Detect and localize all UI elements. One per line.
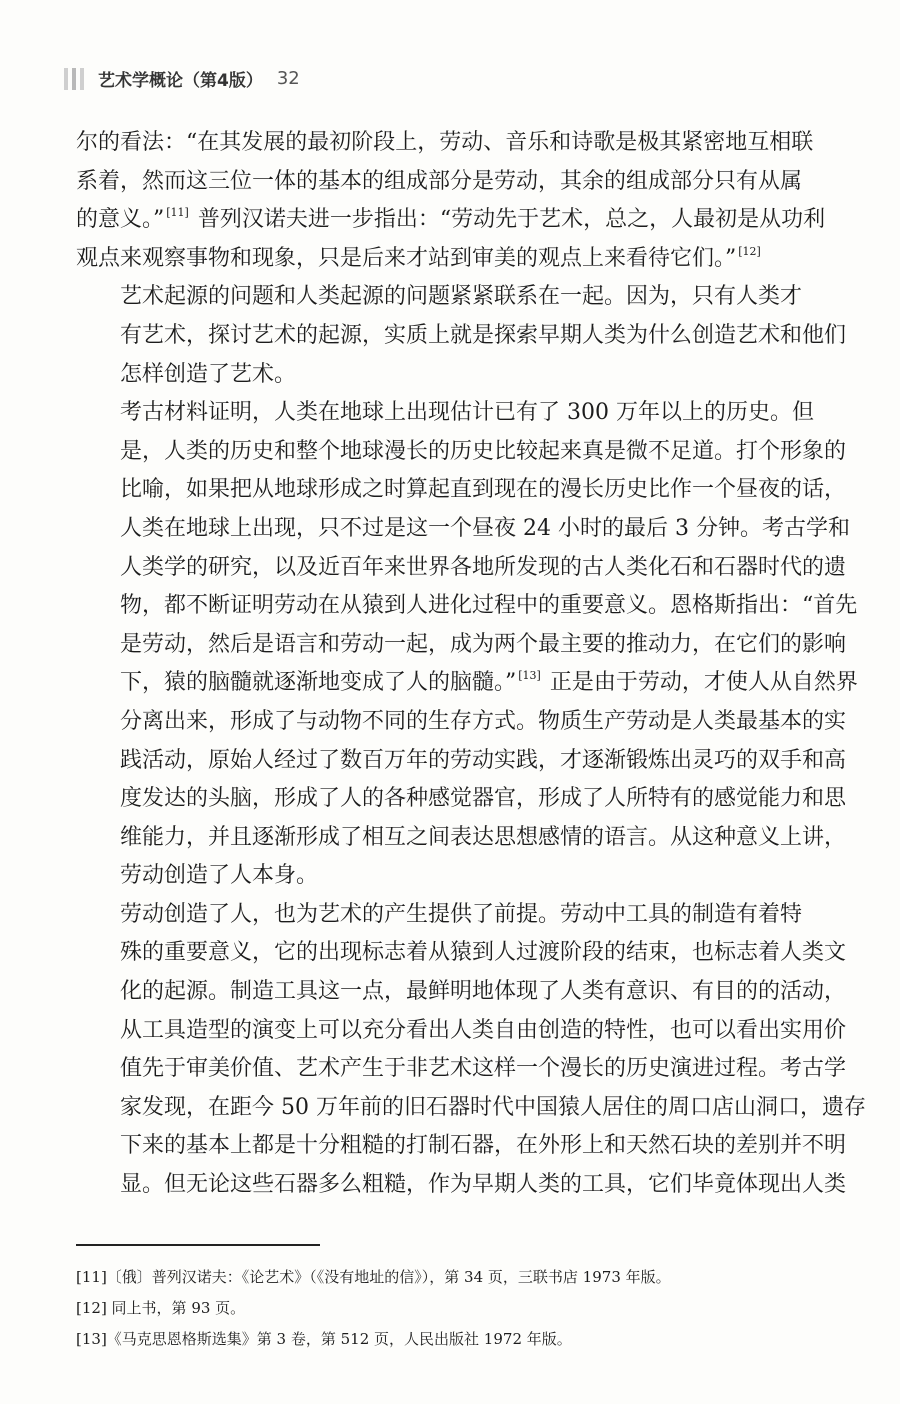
text-line: 物，都不断证明劳动在从猿到人进化过程中的重要意义。恩格斯指出：“首先 bbox=[120, 593, 858, 619]
book-title: 艺术学概论（第4版） bbox=[98, 71, 263, 91]
paragraph-2 bbox=[76, 278, 847, 394]
text-line: 从工具造型的演变上可以充分看出人类自由创造的特性，也可以看出实用价 bbox=[120, 1017, 847, 1043]
text-line: 考古材料证明，人类在地球上出现估计已有了 300 万年以上的历史。但 bbox=[120, 400, 814, 426]
footnote-12: [12] 同上书，第 93 页。 bbox=[76, 1299, 246, 1317]
running-header bbox=[64, 66, 300, 91]
text-line: 家发现，在距今 50 万年前的旧石器时代中国猿人居住的周口店山洞口，遗存 bbox=[120, 1094, 866, 1120]
footnote-11: [11]〔俄〕普列汉诺夫：《论艺术》（《没有地址的信》），第 34 页，三联书店 1973 年版。 bbox=[76, 1268, 671, 1286]
text-line: 比喻，如果把从地球形成之时算起直到现在的漫长历史比作一个昼夜的话， bbox=[120, 477, 847, 503]
text-line: 分离出来，形成了与动物不同的生存方式。物质生产劳动是人类最基本的实 bbox=[120, 708, 847, 734]
text-line: 系着，然而这三位一体的基本的组成部分是劳动，其余的组成部分只有从属 bbox=[76, 168, 803, 194]
paragraph-3 bbox=[76, 394, 858, 896]
footnote-ref-12: [12] bbox=[738, 244, 761, 258]
text-line: 人类在地球上出现，只不过是这一个昼夜 24 小时的最后 3 分钟。考古学和 bbox=[120, 515, 850, 541]
text-line: 的意义。” [11] 普列汉诺夫进一步指出：“劳动先于艺术，总之，人最初是从功利 bbox=[76, 206, 826, 233]
text-line: 是劳动，然后是语言和劳动一起，成为两个最主要的推动力，在它们的影响 bbox=[120, 631, 847, 657]
text-line: 艺术起源的问题和人类起源的问题紧紧联系在一起。因为，只有人类才 bbox=[120, 284, 803, 310]
text-line: 显。但无论这些石器多么粗糙，作为早期人类的工具，它们毕竟体现出人类 bbox=[120, 1172, 847, 1198]
text-line: 劳动创造了人，也为艺术的产生提供了前提。劳动中工具的制造有着特 bbox=[120, 901, 803, 927]
paragraph-4 bbox=[76, 896, 866, 1205]
text-line: 殊的重要意义，它的出现标志着从猿到人过渡阶段的结束，也标志着人类文 bbox=[120, 940, 847, 966]
text-line: 有艺术，探讨艺术的起源，实质上就是探索早期人类为什么创造艺术和他们 bbox=[120, 322, 847, 348]
footnote-ref-13: [13] bbox=[518, 669, 541, 683]
text-line: 下来的基本上都是十分粗糙的打制石器，在外形上和天然石块的差别并不明 bbox=[120, 1133, 847, 1159]
footnote-divider bbox=[76, 1244, 320, 1246]
body-text bbox=[76, 124, 866, 1205]
text-line: 践活动，原始人经过了数百万年的劳动实践，才逐渐锻炼出灵巧的双手和高 bbox=[120, 747, 847, 773]
text-line: 是，人类的历史和整个地球漫长的历史比较起来真是微不足道。打个形象的 bbox=[120, 438, 847, 464]
text-line: 人类学的研究，以及近百年来世界各地所发现的古人类化石和石器时代的遗 bbox=[120, 554, 847, 580]
paragraph-1 bbox=[76, 124, 826, 278]
text-line: 尔的看法：“在其发展的最初阶段上，劳动、音乐和诗歌是极其紧密地互相联 bbox=[76, 130, 814, 155]
text-line: 下，猿的脑髓就逐渐地变成了人的脑髓。” [13] 正是由于劳动，才使人从自然界 bbox=[120, 669, 858, 696]
page-number: 32 bbox=[276, 68, 300, 89]
text-line: 观点来观察事物和现象，只是后来才站到审美的观点上来看待它们。” [12] bbox=[76, 244, 761, 271]
text-line: 值先于审美价值、艺术产生于非艺术这样一个漫长的历史演进过程。考古学 bbox=[120, 1056, 847, 1082]
text-line: 化的起源。制造工具这一点，最鲜明地体现了人类有意识、有目的的活动， bbox=[120, 979, 847, 1005]
text-line: 怎样创造了艺术。 bbox=[120, 361, 297, 387]
text-line: 劳动创造了人本身。 bbox=[120, 863, 319, 889]
header-decoration bbox=[64, 68, 84, 90]
footnote-ref-11: [11] bbox=[166, 206, 189, 220]
text-line: 度发达的头脑，形成了人的各种感觉器官，形成了人所特有的感觉能力和思 bbox=[120, 786, 847, 812]
footnotes bbox=[76, 1262, 798, 1355]
text-line: 维能力，并且逐渐形成了相互之间表达思想感情的语言。从这种意义上讲， bbox=[120, 824, 847, 850]
footnote-13: [13]《马克思恩格斯选集》第 3 卷，第 512 页，人民出版社 1972 年版。 bbox=[76, 1330, 572, 1348]
